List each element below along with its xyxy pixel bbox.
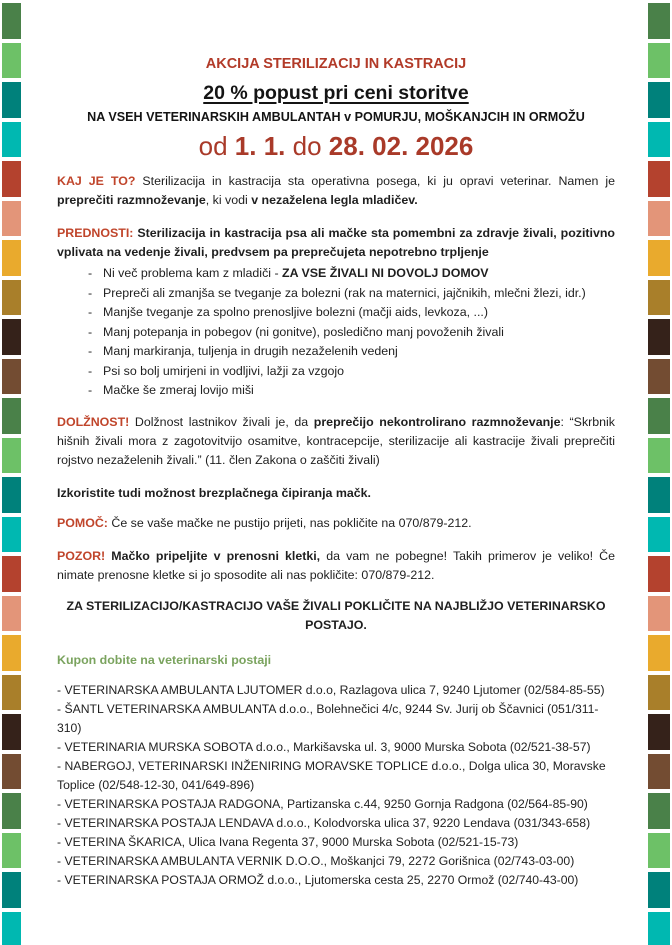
clinic-list-item: - VETERINARSKA POSTAJA RADGONA, Partizanska c.44, 9250 Gornja Radgona (02/564-85-90) bbox=[57, 796, 588, 811]
flyer-content bbox=[57, 0, 615, 890]
left-color-strip bbox=[2, 3, 21, 945]
bullet-dash: - bbox=[88, 266, 93, 280]
color-square bbox=[2, 872, 21, 908]
text-segment: DOLŽNOST! bbox=[57, 414, 135, 429]
bullet-dash: - bbox=[88, 383, 93, 397]
bullet-item bbox=[57, 284, 615, 304]
clinic-list-item: - ŠANTL VETERINARSKA AMBULANTA d.o.o., Bolehnečici 4/c, 9244 Sv. Jurij ob Ščavnici (051/311-310) bbox=[57, 701, 599, 735]
color-square bbox=[648, 43, 670, 79]
color-square bbox=[648, 754, 670, 790]
color-square bbox=[2, 556, 21, 592]
bullet-item bbox=[57, 381, 615, 401]
content-sections bbox=[57, 172, 615, 890]
color-square bbox=[2, 675, 21, 711]
color-square bbox=[2, 635, 21, 671]
text-segment: Kupon dobite na veterinarski postaji bbox=[57, 652, 272, 667]
color-square bbox=[2, 596, 21, 632]
color-square bbox=[2, 517, 21, 553]
color-square bbox=[648, 82, 670, 118]
bullet-item bbox=[57, 264, 615, 284]
color-square bbox=[2, 319, 21, 355]
text-segment: Sterilizacija in kastracija psa ali mačke sta pomembni za zdravje živali, pozitivno vplivata na vedenje živali, predvsem pa preprečujeta nepotrebno trpljenje bbox=[57, 226, 615, 259]
paragraph-dolznost bbox=[57, 413, 615, 470]
date-range bbox=[57, 130, 615, 162]
date-to: 28. 02. 2026 bbox=[328, 131, 474, 161]
color-square bbox=[648, 556, 670, 592]
text-segment: Ni več problema kam z mladiči - bbox=[103, 266, 283, 280]
clinic-list bbox=[57, 681, 615, 890]
text-segment: KAJ JE TO? bbox=[57, 174, 143, 188]
text-segment: Psi so bolj umirjeni in vodljivi, lažji za vzgojo bbox=[103, 363, 345, 378]
bullet-dash: - bbox=[88, 363, 93, 378]
text-segment: PREDNOSTI: bbox=[57, 226, 138, 240]
bullet-item bbox=[57, 362, 615, 382]
clinic-list-item: - NABERGOJ, VETERINARSKI INŽENIRING MORAVSKE TOPLICE d.o.o., Dolga ulica 30, Moravske Toplice (02/548-12-30, 041/649-896) bbox=[57, 758, 606, 792]
color-square bbox=[648, 872, 670, 908]
color-square bbox=[648, 596, 670, 632]
text-segment: preprečiti razmnoževanje bbox=[57, 193, 206, 207]
right-color-strip bbox=[648, 3, 670, 945]
text-segment: Mačko pripeljite v prenosni kletki, bbox=[111, 548, 321, 563]
text-segment: : “Skrbnik hišnih živali mora z zagotovitvijo osamitve, kontracepcije, sterilizacije ali kastracije živali preprečiti rojstvo nezaželenih živali.” (11. člen Zakona o zaščiti živali) bbox=[57, 414, 615, 467]
color-square bbox=[2, 161, 21, 197]
text-segment: Izkoristite tudi možnost brezplačnega čipiranja mačk. bbox=[57, 485, 371, 500]
text-segment: Mačke še zmeraj lovijo miši bbox=[103, 383, 254, 397]
color-square bbox=[2, 398, 21, 434]
color-square bbox=[648, 319, 670, 355]
color-square bbox=[2, 477, 21, 513]
color-square bbox=[648, 3, 670, 39]
text-segment: Manjše tveganje za spolno prenosljive bolezni (mačji aids, levkoza, ...) bbox=[103, 305, 488, 319]
color-square bbox=[2, 359, 21, 395]
paragraph-prednosti bbox=[57, 224, 615, 262]
date-prefix: od bbox=[198, 131, 235, 161]
color-square bbox=[648, 912, 670, 945]
subtitle-line: NA VSEH VETERINARSKIH AMBULANTAH v POMURJU, MOŠKANJCIH IN ORMOŽU bbox=[87, 110, 585, 124]
bullet-dash: - bbox=[88, 305, 93, 319]
clinic-list-item: - VETERINARSKA AMBULANTA VERNIK D.O.O., Moškanjci 79, 2272 Gorišnica (02/743-03-00) bbox=[57, 853, 575, 868]
paragraph-cta bbox=[57, 597, 615, 635]
paragraph-kupon bbox=[57, 651, 615, 670]
clinic-list-item: - VETERINARSKA POSTAJA ORMOŽ d.o.o., Ljutomerska cesta 25, 2270 Ormož (02/740-43-00) bbox=[57, 872, 579, 887]
color-square bbox=[648, 438, 670, 474]
color-square bbox=[648, 477, 670, 513]
text-segment: Sterilizacija in kastracija sta operativna posega, ki ju opravi veterinar. Namen je bbox=[142, 174, 615, 188]
text-segment: Manj potepanja in pobegov (ni gonitve), posledično manj povoženih živali bbox=[103, 324, 504, 339]
color-square bbox=[2, 438, 21, 474]
color-square bbox=[2, 833, 21, 869]
clinic-list-item: - VETERINA ŠKARICA, Ulica Ivana Regenta 37, 9000 Murska Sobota (02/521-15-73) bbox=[57, 834, 519, 849]
paragraph-kaj_je_to bbox=[57, 172, 615, 210]
color-square bbox=[2, 280, 21, 316]
text-segment: Manj markiranja, tuljenja in drugih nezaželenih vedenj bbox=[103, 344, 398, 358]
color-square bbox=[2, 201, 21, 237]
color-square bbox=[2, 714, 21, 750]
text-segment: Če se vaše mačke ne pustijo prijeti, nas pokličite na 070/879-212. bbox=[111, 515, 472, 530]
color-square bbox=[648, 280, 670, 316]
color-square bbox=[648, 359, 670, 395]
color-square bbox=[2, 3, 21, 39]
color-square bbox=[648, 714, 670, 750]
text-segment: v nezaželena legla mladičev. bbox=[251, 193, 418, 207]
clinic-list-item: - VETERINARIA MURSKA SOBOTA d.o.o., Markišavska ul. 3, 9000 Murska Sobota (02/521-38-57) bbox=[57, 739, 591, 754]
color-square bbox=[648, 161, 670, 197]
color-square bbox=[2, 793, 21, 829]
bullet-dash: - bbox=[88, 324, 93, 339]
clinic-list-item: - VETERINARSKA AMBULANTA LJUTOMER d.o.o, Razlagova ulica 7, 9240 Ljutomer (02/584-85-55) bbox=[57, 682, 605, 697]
color-square bbox=[648, 398, 670, 434]
discount-headline: 20 % popust pri ceni storitve bbox=[203, 82, 469, 104]
paragraph-pozor bbox=[57, 547, 615, 585]
text-segment: Dolžnost lastnikov živali je, da bbox=[134, 414, 314, 429]
date-mid: do bbox=[292, 131, 329, 161]
bullet-dash: - bbox=[88, 285, 93, 300]
date-from: 1. 1. bbox=[234, 131, 293, 161]
color-square bbox=[2, 240, 21, 276]
paragraph-pomoc bbox=[57, 514, 615, 533]
text-segment: preprečijo nekontrolirano razmnoževanje bbox=[313, 414, 561, 429]
color-square bbox=[648, 635, 670, 671]
text-segment: ZA VSE ŽIVALI NI DOVOLJ DOMOV bbox=[282, 266, 489, 280]
text-segment: POZOR! bbox=[57, 548, 112, 563]
bullet-item bbox=[57, 303, 615, 323]
text-segment: POMOČ: bbox=[57, 515, 112, 530]
color-square bbox=[648, 240, 670, 276]
color-square bbox=[2, 754, 21, 790]
page-title: AKCIJA STERILIZACIJ IN KASTRACIJ bbox=[205, 56, 467, 72]
color-square bbox=[648, 122, 670, 158]
bullet-item bbox=[57, 342, 615, 362]
text-segment: Prepreči ali zmanjša se tveganje za bolezni (rak na maternici, jajčnikih, mlečni žlezi, idr.) bbox=[103, 285, 586, 300]
bullet-item bbox=[57, 323, 615, 343]
color-square bbox=[648, 201, 670, 237]
clinic-list-item: - VETERINARSKA POSTAJA LENDAVA d.o.o., Kolodvorska ulica 37, 9220 Lendava (031/343-658) bbox=[57, 815, 591, 830]
color-square bbox=[2, 43, 21, 79]
text-segment: ZA STERILIZACIJO/KASTRACIJO VAŠE ŽIVALI POKLIČITE NA NAJBLIŽJO VETERINARSKO POSTAJO. bbox=[66, 598, 606, 632]
color-square bbox=[648, 517, 670, 553]
color-square bbox=[648, 793, 670, 829]
bullet-dash: - bbox=[88, 344, 93, 358]
color-square bbox=[2, 912, 21, 945]
color-square bbox=[648, 833, 670, 869]
text-segment: da vam ne pobegne! Takih primerov je veliko! Če nimate prenosne kletke si jo sposodite ali nas pokličite: 070/879-212. bbox=[57, 548, 615, 582]
color-square bbox=[2, 122, 21, 158]
paragraph-cipiranje bbox=[57, 484, 615, 503]
bullet-list bbox=[57, 264, 615, 401]
color-square bbox=[648, 675, 670, 711]
text-segment: , ki vodi bbox=[205, 193, 252, 207]
color-square bbox=[2, 82, 21, 118]
